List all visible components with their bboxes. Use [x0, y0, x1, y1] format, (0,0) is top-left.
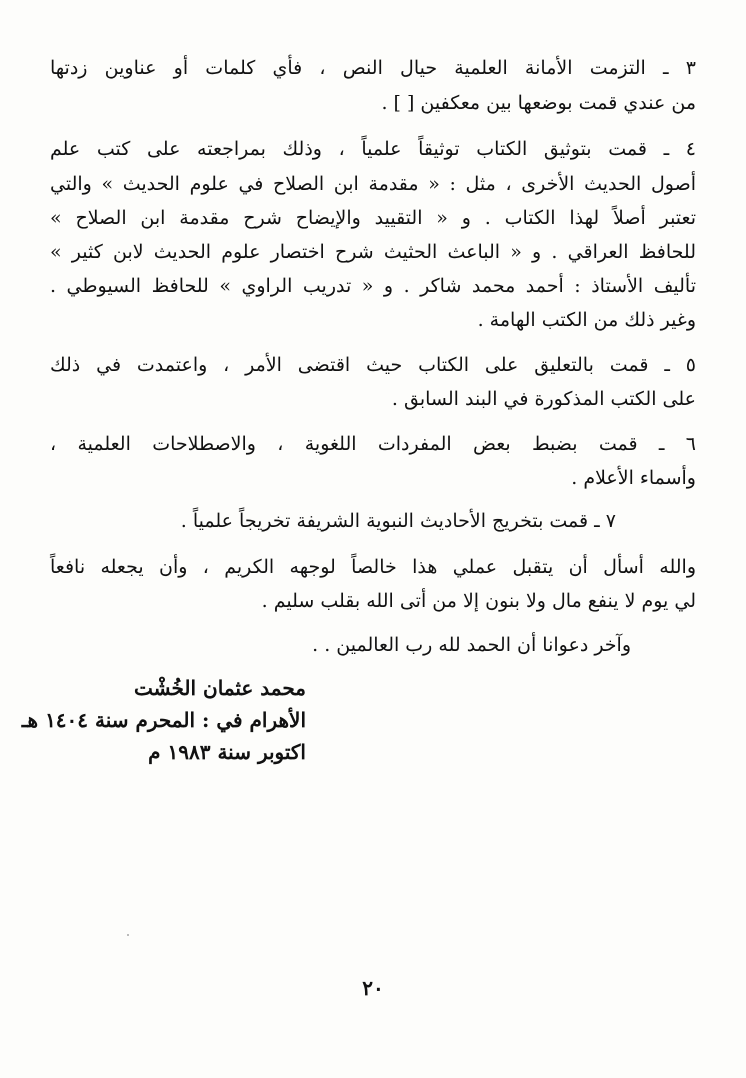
paragraph-4-line-6: وغير ذلك من الكتب الهامة .	[477, 309, 696, 331]
paragraph-3-line-2: من عندي قمت بوضعها بين معكفين [ ] .	[381, 92, 696, 114]
closing-line-2: لي يوم لا ينفع مال ولا بنون إلا من أتى الله بقلب سليم .	[261, 590, 696, 612]
paragraph-4-line-3: تعتبر أصلاً لهذا الكتاب . و « التقييد والإيضاح شرح مقدمة ابن الصلاح »	[50, 207, 696, 229]
paragraph-3-line-1: ٣ ـ التزمت الأمانة العلمية حيال النص ، فأي كلمات أو عناوين زدتها	[50, 57, 696, 79]
closing-line-1: والله أسأل أن يتقبل عملي هذا خالصاً لوجهه الكريم ، وأن يجعله نافعاً	[50, 556, 696, 578]
final-prayer: وآخر دعوانا أن الحمد لله رب العالمين . .	[312, 634, 631, 656]
paragraph-6-line-1: ٦ ـ قمت بضبط بعض المفردات اللغوية ، والاصطلاحات العلمية ،	[50, 433, 696, 455]
author-name: محمد عثمان الخُشْت	[134, 676, 306, 700]
paragraph-4-line-1: ٤ ـ قمت بتوثيق الكتاب توثيقاً علمياً ، وذلك بمراجعته على كتب علم	[50, 138, 696, 160]
signature-place-date: الأهرام في : المحرم سنة ١٤٠٤ هـ	[21, 708, 306, 732]
paragraph-4-line-4: للحافظ العراقي . و « الباعث الحثيث شرح اختصار علوم الحديث لابن كثير »	[50, 241, 696, 263]
paragraph-5-line-1: ٥ ـ قمت بالتعليق على الكتاب حيث اقتضى الأمر ، واعتمدت في ذلك	[50, 354, 696, 376]
paragraph-6-line-2: وأسماء الأعلام .	[571, 467, 696, 489]
scan-speck	[127, 934, 129, 936]
paragraph-7-line-1: ٧ ـ قمت بتخريج الأحاديث النبوية الشريفة تخريجاً علمياً .	[180, 510, 616, 532]
signature-gregorian-date: اكتوبر سنة ١٩٨٣ م	[148, 740, 306, 764]
paragraph-5-line-2: على الكتب المذكورة في البند السابق .	[391, 388, 696, 410]
page-number: ٢٠	[362, 976, 384, 1000]
paragraph-4-line-5: تأليف الأستاذ : أحمد محمد شاكر . و « تدريب الراوي » للحافظ السيوطي .	[50, 275, 696, 297]
paragraph-4-line-2: أصول الحديث الأخرى ، مثل : « مقدمة ابن الصلاح في علوم الحديث » والتي	[50, 173, 696, 195]
